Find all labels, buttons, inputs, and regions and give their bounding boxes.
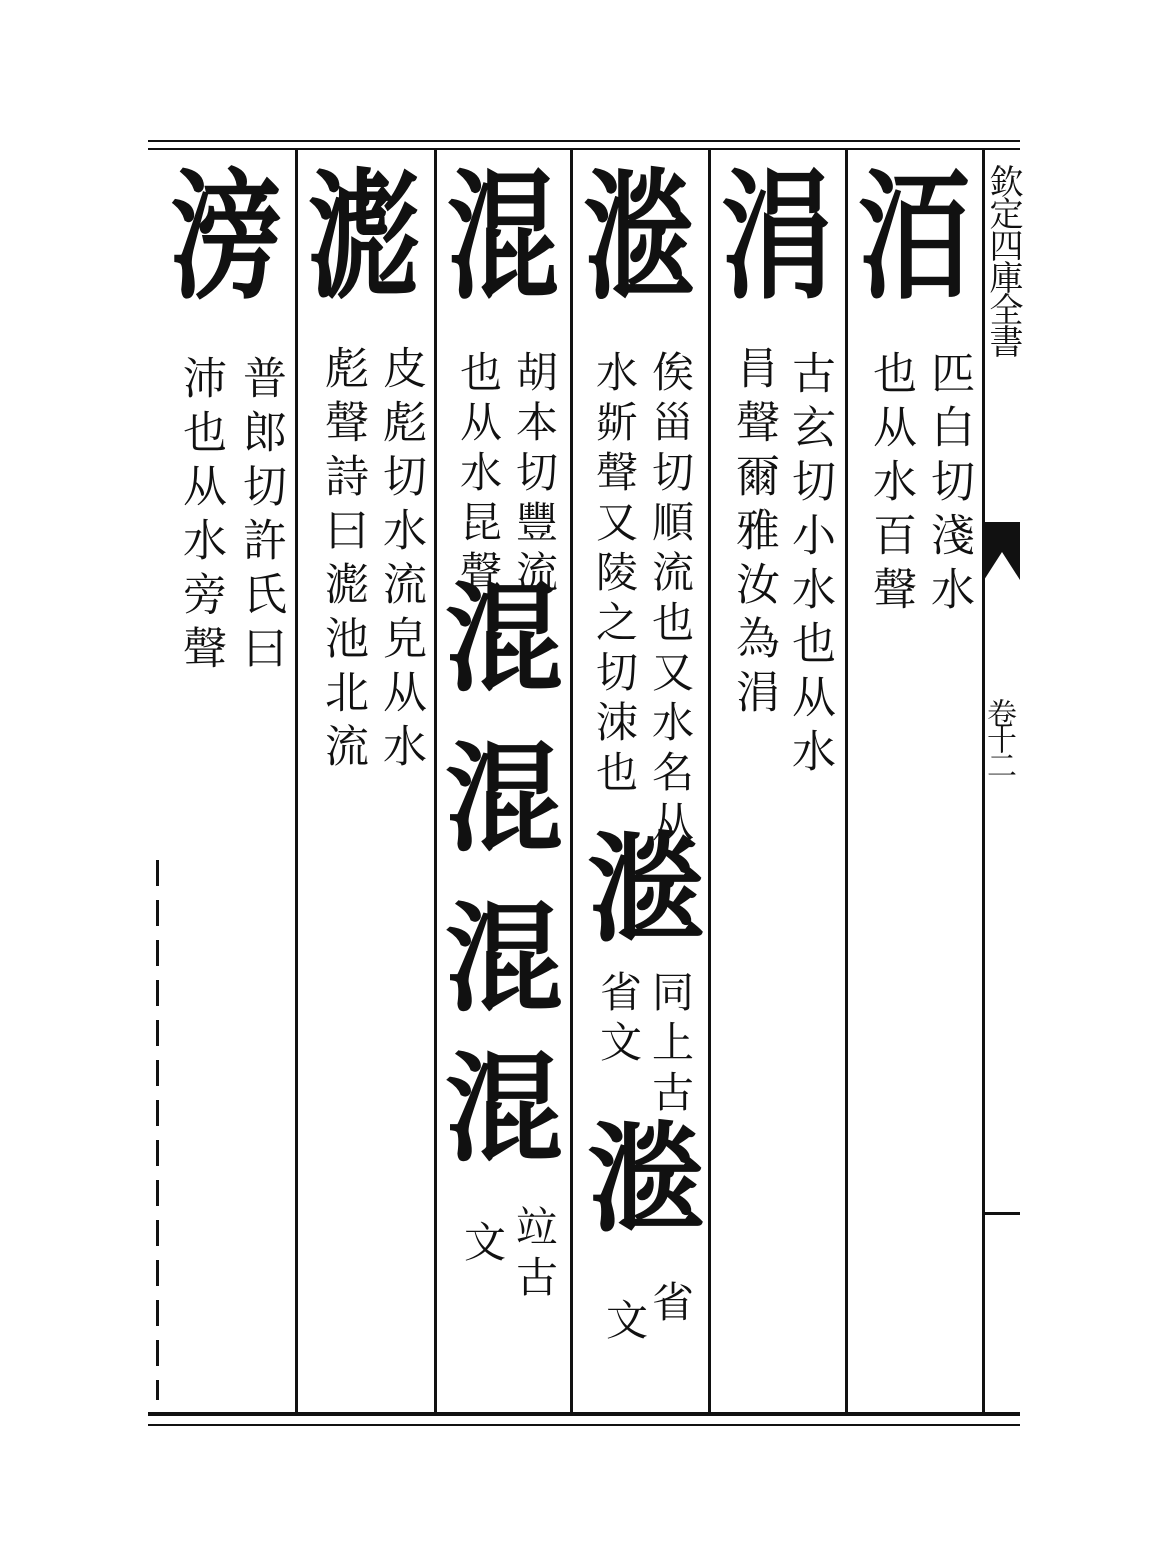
variant-seal-glyph: 㴴 (587, 819, 706, 958)
gloss-line: 俟甾切順流也又水名从 (646, 350, 695, 850)
entry-column (437, 150, 570, 1412)
variant-note: 文 (458, 1220, 507, 1270)
entry-column (298, 150, 434, 1412)
gloss-line: 普郎切許氏曰 (235, 355, 286, 679)
seal-head-character: 㴴 (583, 155, 695, 320)
seal-head-character: 混 (447, 155, 559, 320)
gloss-line: 匹白切淺水 (923, 350, 974, 620)
entry-column (573, 150, 708, 1412)
variant-note: 省文 (594, 970, 643, 1070)
variant-note: 文 (600, 1298, 649, 1348)
volume-number: 卷十二 (981, 698, 1016, 776)
variant-seal-glyph: 混 (445, 569, 564, 708)
variant-note: 省 (646, 1280, 695, 1330)
seal-head-character: 滮 (308, 155, 420, 320)
seal-head-character: 涓 (721, 155, 833, 320)
gloss-line: 水㪿聲又陵之切洓也 (590, 350, 639, 800)
gloss-line: 皮彪切水流皃从水 (375, 345, 426, 777)
gloss-line: 沛也从水旁聲 (175, 355, 226, 679)
gloss-line: 也从水昆聲 (454, 350, 503, 600)
variant-note: 竝古 (510, 1205, 559, 1305)
entry-column (711, 150, 845, 1412)
gloss-line: 也从水百聲 (865, 350, 916, 620)
seal-head-character: 滂 (170, 155, 282, 320)
variant-seal-glyph: 混 (445, 1039, 564, 1178)
gloss-line: 彪聲詩曰滮池北流 (317, 345, 368, 777)
margin-tick-rule (984, 1212, 1020, 1215)
left-margin-dashed-line (156, 860, 159, 1400)
book-title: 欽定四庫全書 (983, 164, 1023, 356)
gloss-line: 肙聲爾雅汝為涓 (728, 345, 779, 723)
seal-head-character: 洦 (858, 155, 970, 320)
gloss-line: 胡本切豐流 (510, 350, 559, 600)
variant-seal-glyph: 混 (445, 729, 564, 868)
variant-seal-glyph: 混 (445, 889, 564, 1028)
variant-seal-glyph: 㴴 (587, 1109, 706, 1248)
variant-note: 同上古 (646, 970, 695, 1120)
fish-tail-mark-icon (982, 522, 1022, 582)
entry-column (160, 150, 295, 1412)
bottom-border-rule (148, 1412, 1020, 1426)
entry-column (848, 150, 982, 1412)
gloss-line: 古玄切小水也从水 (784, 350, 835, 782)
top-border-rule (148, 140, 1020, 150)
center-margin-strip (981, 150, 1023, 1412)
